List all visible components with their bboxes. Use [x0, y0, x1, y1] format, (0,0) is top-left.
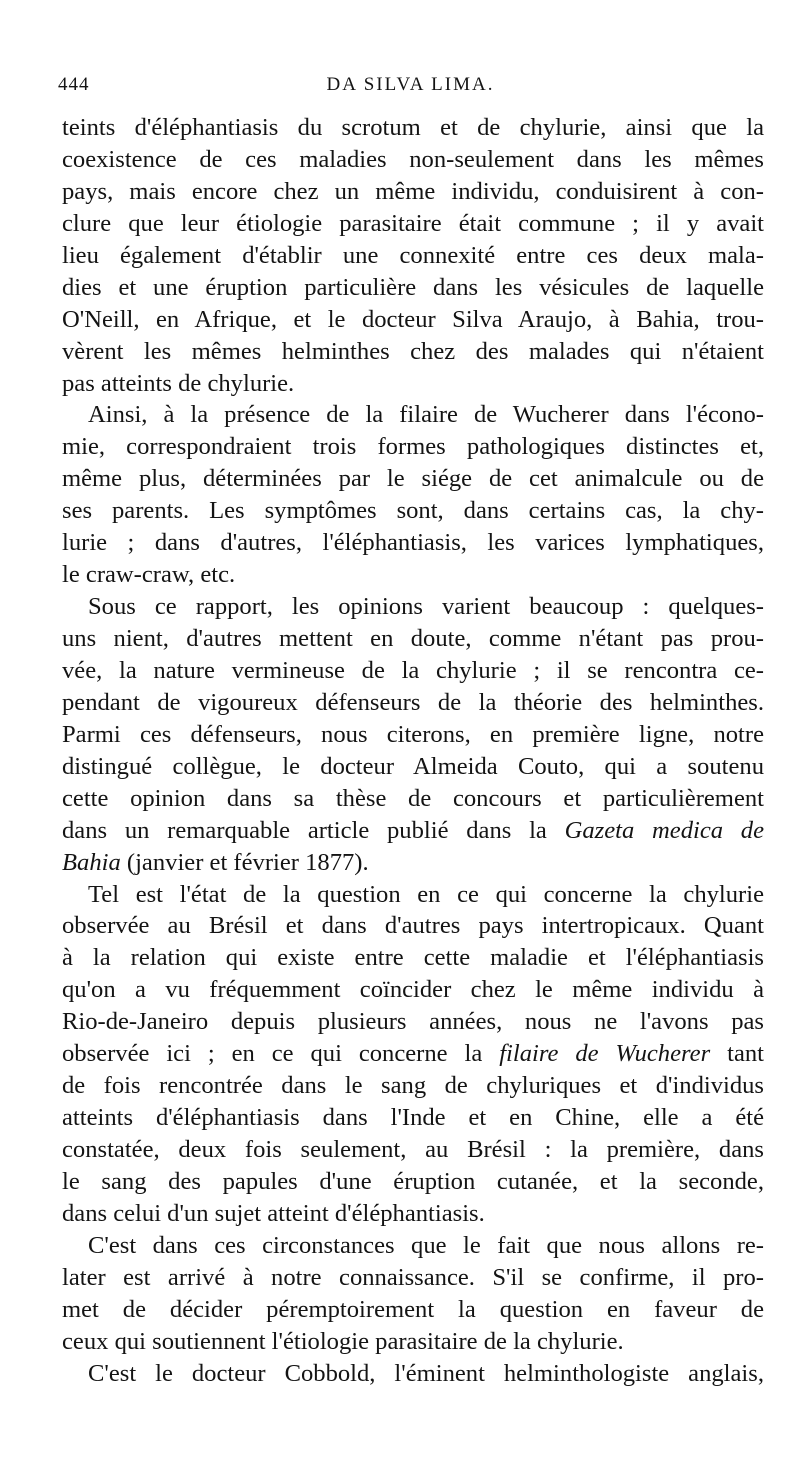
text-line: pendant de vigoureux défenseurs de la théorie des helminthes.: [62, 688, 764, 716]
page-number: 444: [58, 74, 90, 95]
text-line: le sang des papules d'une éruption cutanée, et la seconde,: [62, 1167, 764, 1195]
text-line: à la relation qui existe entre cette maladie et l'éléphantiasis: [62, 944, 764, 972]
text-line: ses parents. Les symptômes sont, dans certains cas, la chy-: [62, 497, 764, 525]
text-line: observée au Brésil et dans d'autres pays intertropicaux. Quant: [62, 912, 764, 940]
text-line: [62, 847, 764, 879]
text-line: qu'on a vu fréquemment coïncider chez le même individu à: [62, 976, 764, 1004]
text-line: constatée, deux fois seulement, au Brésil : la première, dans: [62, 1136, 764, 1163]
text-line: Tel est l'état de la question en ce qui concerne la chylurie: [88, 880, 764, 908]
text-line: pays, mais encore chez un même individu, conduisirent à con-: [62, 177, 764, 205]
text-line: Rio-de-Janeiro depuis plusieurs années, nous ne l'avons pas: [62, 1008, 764, 1036]
text-line: vèrent les mêmes helminthes chez des malades qui n'étaient: [62, 337, 764, 365]
text-line: dans celui d'un sujet atteint d'éléphantiasis.: [62, 1199, 485, 1227]
text-line: mie, correspondraient trois formes pathologiques distinctes et,: [62, 433, 764, 461]
journal-title-italic-cont: Bahia: [62, 848, 121, 876]
text-line: uns nient, d'autres mettent en doute, comme n'étant pas prou-: [62, 625, 764, 652]
journal-title-italic: Gazeta medica de: [564, 816, 765, 844]
text-line: C'est le docteur Cobbold, l'éminent helminthologiste anglais,: [88, 1359, 764, 1387]
running-title: DA SILVA LIMA.: [326, 74, 495, 95]
text-line: later est arrivé à notre connaissance. S'il se confirme, il pro-: [62, 1263, 764, 1291]
line-text: observée ici ; en ce qui concerne la: [62, 1040, 483, 1068]
text-line: Sous ce rapport, les opinions varient beaucoup : quelques-: [88, 593, 764, 621]
line-text: (janvier et février 1877).: [126, 848, 369, 876]
text-line: le craw-craw, etc.: [62, 561, 236, 589]
text-line: Ainsi, à la présence de la filaire de Wucherer dans l'écono-: [88, 401, 764, 429]
text-line: dies et une éruption particulière dans les vésicules de laquelle: [62, 273, 764, 301]
text-line: distingué collègue, le docteur Almeida Couto, qui a soutenu: [62, 752, 764, 780]
text-line: lurie ; dans d'autres, l'éléphantiasis, les varices lymphatiques,: [62, 529, 764, 557]
text-line: clure que leur étiologie parasitaire était commune ; il y avait: [62, 209, 764, 237]
text-line: pas atteints de chylurie.: [62, 369, 295, 397]
line-text: dans un remarquable article publié dans la: [62, 816, 547, 844]
text-line: coexistence de ces maladies non-seulement dans les mêmes: [62, 145, 764, 173]
text-line: O'Neill, en Afrique, et le docteur Silva Araujo, à Bahia, trou-: [62, 305, 764, 333]
line-text: tant: [727, 1040, 764, 1068]
text-line: [62, 1038, 764, 1070]
text-line: teints d'éléphantiasis du scrotum et de chylurie, ainsi que la: [62, 114, 764, 141]
body-text: [62, 112, 764, 1390]
text-line: vée, la nature vermineuse de la chylurie ; il se rencontra ce-: [62, 656, 764, 684]
text-line: atteints d'éléphantiasis dans l'Inde et en Chine, elle a été: [62, 1104, 764, 1132]
text-line: [62, 815, 764, 847]
text-line: même plus, déterminées par le siége de cet animalcule ou de: [62, 465, 764, 493]
text-line: cette opinion dans sa thèse de concours et particulièrement: [62, 784, 764, 812]
text-line: ceux qui soutiennent l'étiologie parasitaire de la chylurie.: [62, 1327, 624, 1355]
page-header: [58, 68, 763, 100]
text-line: de fois rencontrée dans le sang de chyluriques et d'individus: [62, 1072, 764, 1100]
text-line: lieu également d'établir une connexité entre ces deux mala-: [62, 241, 764, 269]
text-line: C'est dans ces circonstances que le fait que nous allons re-: [88, 1231, 764, 1259]
filaire-italic: filaire de Wucherer: [499, 1040, 711, 1068]
text-line: Parmi ces défenseurs, nous citerons, en première ligne, notre: [62, 720, 764, 748]
text-line: met de décider péremptoirement la question en faveur de: [62, 1295, 764, 1323]
